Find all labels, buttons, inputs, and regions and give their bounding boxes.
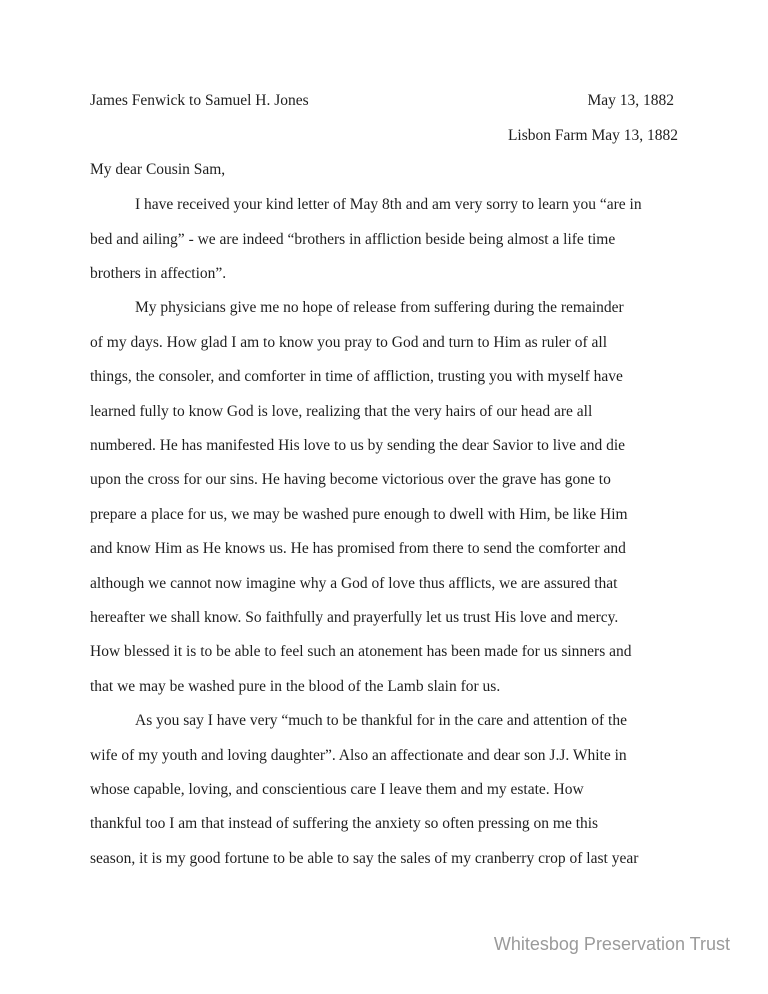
body-line: prepare a place for us, we may be washed pure enough to dwell with Him, be like Him [90,506,628,523]
body-line: things, the consoler, and comforter in time of affliction, trusting you with myself have [90,368,623,385]
body-line: As you say I have very “much to be thankful for in the care and attention of the [135,712,627,729]
body-line: numbered. He has manifested His love to us by sending the dear Savior to live and die [90,437,626,454]
body-line: whose capable, loving, and conscientious care I leave them and my estate. How [90,781,584,798]
body-line: My physicians give me no hope of release from suffering during the remainder [135,299,624,316]
header-date: May 13, 1882 [587,92,674,109]
body-line: and know Him as He knows us. He has promised from there to send the comforter and [90,540,626,557]
body-line: hereafter we shall know. So faithfully and prayerfully let us trust His love and mercy. [90,609,619,626]
body-line: thankful too I am that instead of suffering the anxiety so often pressing on me this [90,815,599,832]
body-line: of my days. How glad I am to know you pray to God and turn to Him as ruler of all [90,334,608,351]
body-line: that we may be washed pure in the blood of the Lamb slain for us. [90,678,501,695]
body-line: learned fully to know God is love, realizing that the very hairs of our head are all [90,403,593,420]
body-line: How blessed it is to be able to feel such an atonement has been made for us sinners and [90,643,632,660]
body-line: upon the cross for our sins. He having become victorious over the grave has gone to [90,471,611,488]
body-line: bed and ailing” - we are indeed “brothers in affliction beside being almost a life time [90,231,616,248]
body-line: wife of my youth and loving daughter”. Also an affectionate and dear son J.J. White in [90,747,627,764]
body-line: although we cannot now imagine why a God of love thus afflicts, we are assured that [90,575,618,592]
body-line: brothers in affection”. [90,265,227,282]
body-line: season, it is my good fortune to be able to say the sales of my cranberry crop of last year [90,850,639,867]
place-date: Lisbon Farm May 13, 1882 [507,127,678,144]
letter-header [90,92,674,114]
footer-watermark: Whitesbog Preservation Trust [493,934,730,954]
body-line: I have received your kind letter of May 8th and am very sorry to learn you “are in [135,196,642,213]
correspondents: James Fenwick to Samuel H. Jones [90,92,309,109]
salutation: My dear Cousin Sam, [90,161,226,178]
